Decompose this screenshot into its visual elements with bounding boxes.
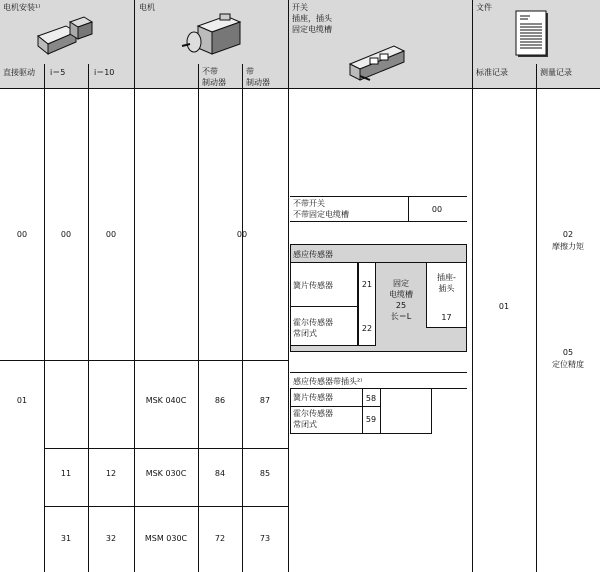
- with-brake-value: 85: [259, 468, 271, 478]
- without-brake-value: 86: [214, 395, 226, 405]
- inductive-plug-title: 感应传感器带插头²⁾: [293, 377, 363, 386]
- row-separator: [44, 506, 288, 507]
- measure-label-1: 摩擦力矩: [552, 241, 584, 251]
- motor-type-value: MSK 030C: [145, 468, 187, 478]
- row-separator: [44, 448, 288, 449]
- motor-illustration: [180, 12, 246, 64]
- col-separator: [536, 64, 537, 572]
- ratio-10-value: 00: [105, 229, 117, 239]
- with-brake-value: 73: [259, 533, 271, 543]
- inductive-title: 感应传感器: [293, 250, 333, 259]
- measure-code-1: 02: [562, 229, 574, 239]
- col-separator: [242, 64, 243, 572]
- ratio-5-value: 00: [60, 229, 72, 239]
- col-separator: [198, 64, 199, 572]
- hall-plug-code: 59: [365, 414, 377, 424]
- plug-code-divider: [380, 388, 381, 434]
- col-separator: [472, 0, 473, 572]
- hall-sensor-label: 霍尔传感器 常闭式: [293, 318, 333, 338]
- hall-sensor-code: 22: [361, 323, 373, 333]
- direct-drive-value: 00: [16, 229, 28, 239]
- row-separator: [0, 360, 288, 361]
- ratio-5-value: 11: [60, 468, 72, 478]
- switch-title: 开关 插座，插头 固定电缆槽: [292, 3, 332, 34]
- direct-drive-label: 直接驱动: [3, 68, 35, 77]
- header-bottom-line: [0, 88, 600, 89]
- ratio-10-value: 12: [105, 468, 117, 478]
- col-separator: [88, 64, 89, 572]
- fixed-cable-label: 固定 电缆槽 25 长＝L: [389, 279, 413, 321]
- switch-illustration: [346, 38, 412, 82]
- socket-plug-code: 17: [441, 312, 452, 322]
- no-switch-bottom-line: [290, 221, 467, 222]
- ratio-5-label: i＝5: [50, 68, 66, 77]
- with-brake-label: 带 制动器: [246, 67, 270, 87]
- no-switch-label: 不带开关 不带固定电缆槽: [293, 199, 349, 219]
- ratio-10-value: 32: [105, 533, 117, 543]
- plug-row-divider: [290, 406, 380, 407]
- docs-title: 文件: [476, 3, 492, 12]
- reed-plug-code: 58: [365, 393, 377, 403]
- motor-mount-illustration: [32, 14, 96, 56]
- without-brake-value: 72: [214, 533, 226, 543]
- measurement-record-label: 测量记录: [540, 68, 572, 77]
- motor-title: 电机: [139, 3, 155, 12]
- no-switch-code: 00: [431, 204, 443, 214]
- motor-type-value: MSK 040C: [145, 395, 187, 405]
- col-separator: [44, 64, 45, 572]
- ratio-5-value: 31: [60, 533, 72, 543]
- hall-plug-label: 霍尔传感器 常闭式: [293, 409, 333, 429]
- measure-code-2: 05: [562, 347, 574, 357]
- reed-plug-label: 簧片传感器: [293, 393, 333, 402]
- brake-code-value: 00: [236, 229, 248, 239]
- standard-record-code: 01: [498, 301, 510, 311]
- document-icon: [515, 10, 551, 60]
- reed-sensor-label: 簧片传感器: [293, 281, 333, 290]
- without-brake-label: 不带 制动器: [202, 67, 226, 87]
- col-separator: [134, 0, 135, 572]
- motor-mount-title: 电机安装¹⁾: [3, 3, 41, 12]
- ratio-10-label: i＝10: [94, 68, 115, 77]
- reed-sensor-code: 21: [361, 279, 373, 289]
- measure-label-2: 定位精度: [552, 359, 584, 369]
- col-separator: [288, 0, 289, 572]
- socket-plug-label: 插座- 插头: [437, 273, 456, 293]
- motor-type-value: MSM 030C: [144, 533, 188, 543]
- plug-table-top-line: [290, 372, 467, 373]
- with-brake-value: 87: [259, 395, 271, 405]
- direct-drive-value: 01: [16, 395, 28, 405]
- standard-record-label: 标准记录: [476, 68, 508, 77]
- without-brake-value: 84: [214, 468, 226, 478]
- no-switch-top-line: [290, 196, 467, 197]
